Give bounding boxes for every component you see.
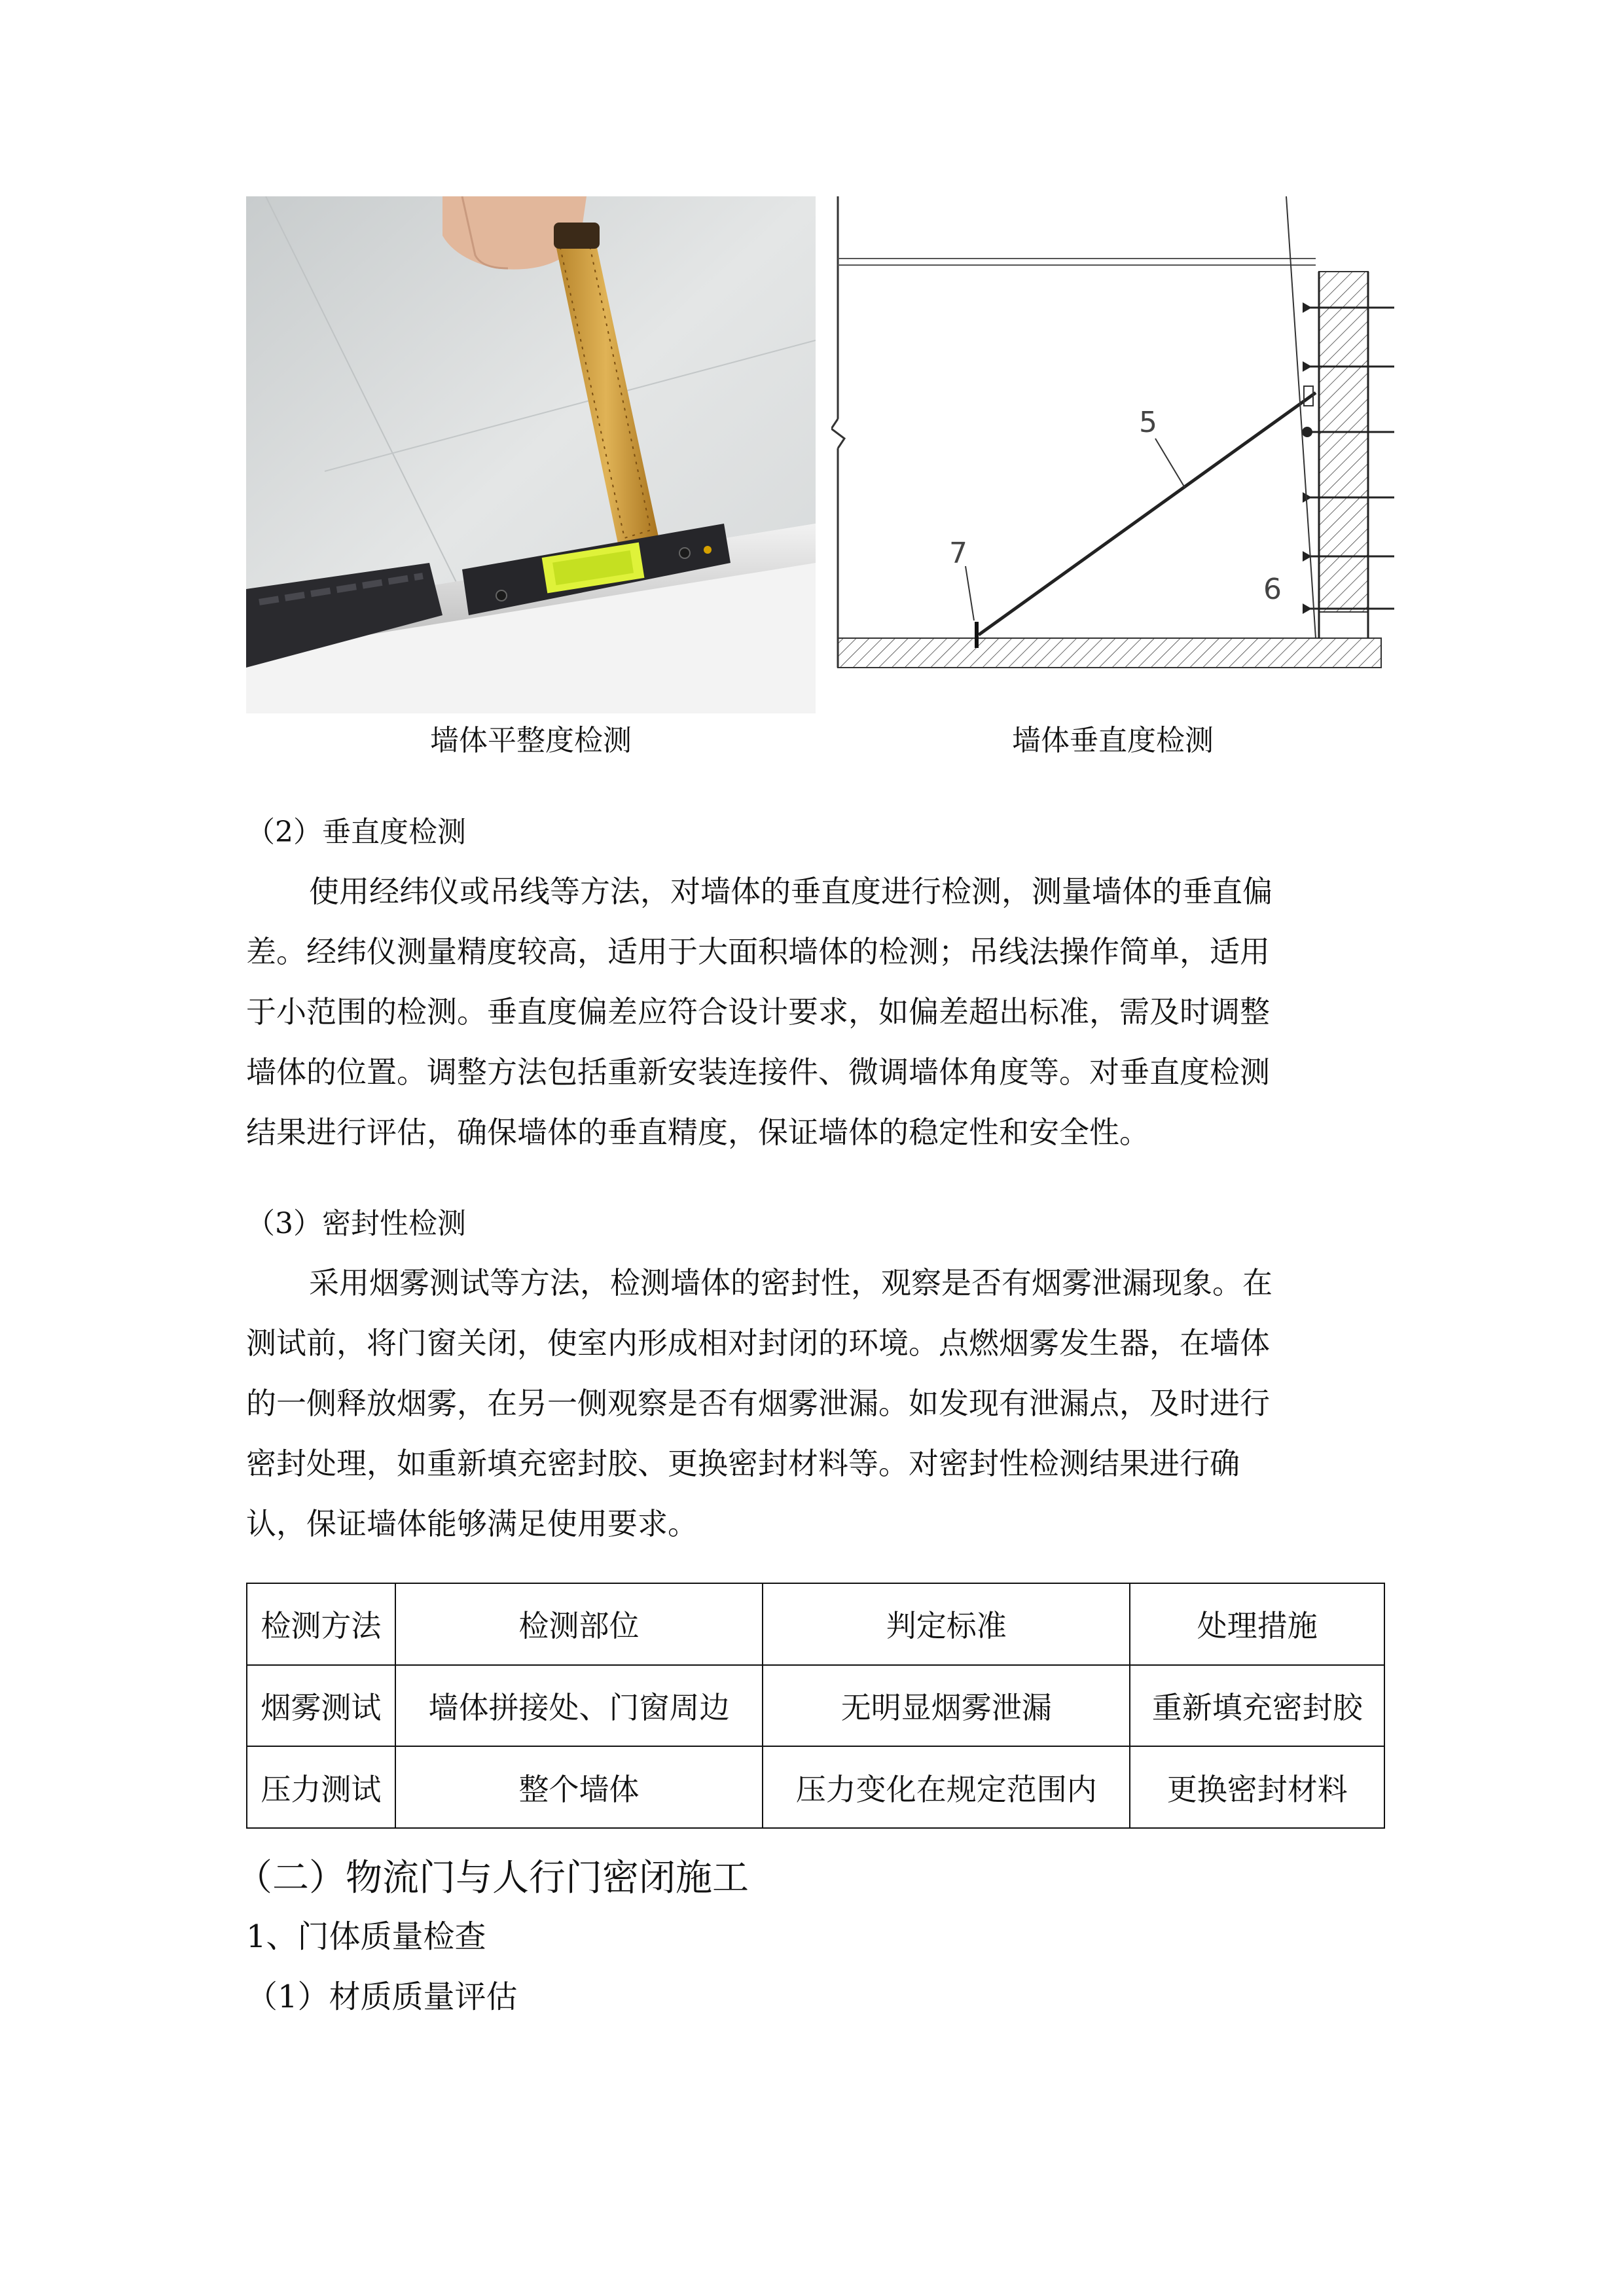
verticality-line: 结果进行评估，确保墙体的垂直精度，保证墙体的稳定性和安全性。 [246, 1115, 1149, 1150]
sealing-test-table [246, 1583, 1385, 1829]
table-cell: 更换密封材料 [1130, 1746, 1384, 1828]
section-heading-sealing: （3）密封性检测 [246, 1207, 466, 1240]
sealing-line: 认，保证墙体能够满足使用要求。 [246, 1506, 698, 1541]
sealing-paragraph [246, 1253, 1385, 1554]
table-cell: 重新填充密封胶 [1130, 1665, 1384, 1747]
table-row [247, 1665, 1384, 1747]
table-header-row [247, 1583, 1384, 1665]
left-figure-caption: 墙体平整度检测 [430, 724, 632, 757]
table-row [247, 1746, 1384, 1828]
table-cell: 压力测试 [247, 1746, 395, 1828]
verticality-line: 使用经纬仪或吊线等方法，对墙体的垂直度进行检测，测量墙体的垂直偏 [309, 874, 1272, 909]
wall-flatness-photo-illustration [246, 196, 816, 713]
subsection-heading-material-quality: （1）材质质量评估 [246, 1979, 518, 2015]
table-cell: 墙体拼接处、门窗周边 [395, 1665, 763, 1747]
verticality-paragraph [246, 861, 1385, 1162]
sealing-line: 采用烟雾测试等方法，检测墙体的密封性，观察是否有烟雾泄漏现象。在 [309, 1265, 1272, 1300]
table-cell: 压力变化在规定范围内 [763, 1746, 1130, 1828]
table-cell: 烟雾测试 [247, 1665, 395, 1747]
table-header-cell: 检测部位 [395, 1583, 763, 1665]
right-figure-caption: 墙体垂直度检测 [1012, 724, 1214, 757]
section-heading-verticality: （2）垂直度检测 [246, 816, 466, 849]
wall-verticality-diagram [831, 196, 1394, 707]
table-header-cell: 处理措施 [1130, 1583, 1384, 1665]
table-header-cell: 检测方法 [247, 1583, 395, 1665]
table-header-cell: 判定标准 [763, 1583, 1130, 1665]
diagram-label-5: 5 [1139, 406, 1157, 439]
sealing-line: 测试前，将门窗关闭，使室内形成相对封闭的环境。点燃烟雾发生器，在墙体 [246, 1325, 1270, 1361]
diagram-label-7: 7 [949, 537, 967, 570]
table-cell: 整个墙体 [395, 1746, 763, 1828]
table-cell: 无明显烟雾泄漏 [763, 1665, 1130, 1747]
verticality-line: 墙体的位置。调整方法包括重新安装连接件、微调墙体角度等。对垂直度检测 [246, 1054, 1270, 1090]
subsection-heading-door-quality: 1、门体质量检查 [246, 1918, 486, 1955]
diagram-label-6: 6 [1263, 573, 1282, 606]
chapter-heading-doors: （二）物流门与人行门密闭施工 [236, 1857, 749, 1899]
verticality-diagram-svg [831, 196, 1394, 707]
wall-flatness-photo [246, 196, 816, 713]
verticality-line: 差。经纬仪测量精度较高，适用于大面积墙体的检测；吊线法操作简单，适用 [246, 934, 1270, 969]
sealing-line: 的一侧释放烟雾，在另一侧观察是否有烟雾泄漏。如发现有泄漏点，及时进行 [246, 1386, 1270, 1421]
sealing-line: 密封处理，如重新填充密封胶、更换密封材料等。对密封性检测结果进行确 [246, 1446, 1240, 1481]
verticality-line: 于小范围的检测。垂直度偏差应符合设计要求，如偏差超出标准，需及时调整 [246, 994, 1270, 1030]
